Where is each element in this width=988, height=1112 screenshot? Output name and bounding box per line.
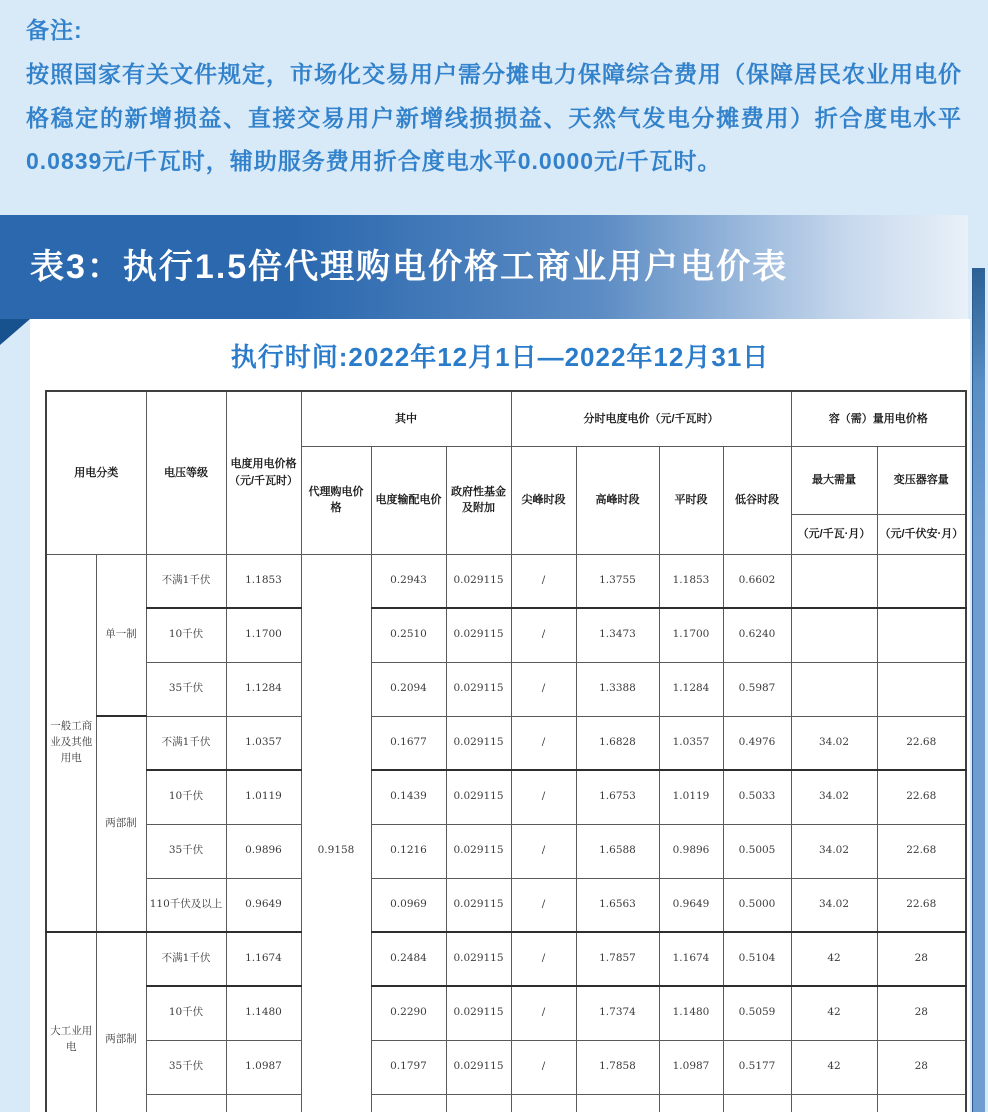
header-sharp-peak: 尖峰时段 bbox=[511, 446, 576, 554]
cell-voltage: 35千伏 bbox=[146, 1040, 226, 1094]
cell-demand bbox=[791, 662, 877, 716]
cell-capacity: 28 bbox=[877, 1040, 966, 1094]
cell-price: 1.0357 bbox=[226, 716, 301, 770]
cell-demand: 34.02 bbox=[791, 716, 877, 770]
cell-valley: 0.5033 bbox=[723, 770, 791, 824]
cell-voltage: 不满1千伏 bbox=[146, 716, 226, 770]
header-agency-price: 代理购电价格 bbox=[301, 446, 371, 554]
cell-peak: 1.7374 bbox=[576, 986, 659, 1040]
cell-valley: 0.6602 bbox=[723, 554, 791, 608]
cell-peak: 1.3388 bbox=[576, 662, 659, 716]
table-row bbox=[46, 1040, 966, 1094]
cell-valley: 0.6240 bbox=[723, 608, 791, 662]
cell-valley: 0.4976 bbox=[723, 716, 791, 770]
cell-demand: 42 bbox=[791, 986, 877, 1040]
cell-valley: 0.5177 bbox=[723, 1040, 791, 1094]
right-accent-bar bbox=[972, 268, 985, 1112]
cell-sharp: / bbox=[511, 824, 576, 878]
cell-sharp: / bbox=[511, 932, 576, 986]
cell-flat: 0.9896 bbox=[659, 824, 723, 878]
cell-demand bbox=[791, 554, 877, 608]
table3-banner bbox=[0, 215, 968, 319]
cell-fund: 0.029115 bbox=[446, 986, 511, 1040]
cell-sharp: / bbox=[511, 662, 576, 716]
ribbon-fold-icon bbox=[0, 319, 30, 345]
header-max-demand-unit: （元/千瓦·月） bbox=[791, 514, 877, 554]
cell-price: 1.1284 bbox=[226, 662, 301, 716]
cell-sharp: / bbox=[511, 608, 576, 662]
cell-capacity bbox=[877, 608, 966, 662]
cell-trans: 0.2290 bbox=[371, 986, 446, 1040]
cell-voltage bbox=[146, 1094, 226, 1112]
cell-fund: 0.029115 bbox=[446, 554, 511, 608]
cell-voltage: 110千伏及以上 bbox=[146, 878, 226, 932]
remark-section bbox=[0, 0, 988, 184]
page-title: 表3：执行1.5倍代理购电价格工商业用户电价表 bbox=[30, 248, 789, 286]
execution-period: 执行时间:2022年12月1日—2022年12月31日 bbox=[230, 342, 770, 372]
cell-sharp: / bbox=[511, 1040, 576, 1094]
header-tou-price: 分时电度电价（元/千瓦时） bbox=[511, 391, 791, 446]
cell-fund bbox=[446, 1094, 511, 1112]
cell-peak: 1.6588 bbox=[576, 824, 659, 878]
cell-trans: 0.1439 bbox=[371, 770, 446, 824]
cell-voltage: 10千伏 bbox=[146, 608, 226, 662]
group-general-commerce: 一般工商业及其他用电 bbox=[46, 554, 96, 932]
cell-capacity: 22.68 bbox=[877, 878, 966, 932]
cell-agency-price: 0.9158 bbox=[301, 554, 371, 1112]
header-capacity-price: 容（需）量用电价格 bbox=[791, 391, 966, 446]
cell-sharp: / bbox=[511, 716, 576, 770]
header-flat: 平时段 bbox=[659, 446, 723, 554]
cell-flat: 1.1700 bbox=[659, 608, 723, 662]
header-gov-funds: 政府性基金及附加 bbox=[446, 446, 511, 554]
cell-trans: 0.2510 bbox=[371, 608, 446, 662]
cell-price bbox=[226, 1094, 301, 1112]
cell-flat bbox=[659, 1094, 723, 1112]
cell-valley: 0.5987 bbox=[723, 662, 791, 716]
group-two-part-system-2: 两部制 bbox=[96, 932, 146, 1112]
cell-voltage: 10千伏 bbox=[146, 986, 226, 1040]
table-row bbox=[46, 1094, 966, 1112]
cell-trans: 0.1216 bbox=[371, 824, 446, 878]
cell-flat: 1.1480 bbox=[659, 986, 723, 1040]
cell-trans: 0.1677 bbox=[371, 716, 446, 770]
cell-demand: 34.02 bbox=[791, 770, 877, 824]
cell-demand bbox=[791, 608, 877, 662]
table-row bbox=[46, 878, 966, 932]
cell-valley: 0.5059 bbox=[723, 986, 791, 1040]
cell-peak: 1.7857 bbox=[576, 932, 659, 986]
cell-fund: 0.029115 bbox=[446, 824, 511, 878]
cell-valley: 0.5005 bbox=[723, 824, 791, 878]
header-valley: 低谷时段 bbox=[723, 446, 791, 554]
table-row bbox=[46, 608, 966, 662]
header-usage-class: 用电分类 bbox=[46, 391, 146, 554]
cell-voltage: 35千伏 bbox=[146, 824, 226, 878]
cell-price: 1.1700 bbox=[226, 608, 301, 662]
cell-peak bbox=[576, 1094, 659, 1112]
remark-body: 按照国家有关文件规定，市场化交易用户需分摊电力保障综合费用（保障居民农业用电价格稳定的新增损益、直接交易用户新增线损损益、天然气发电分摊费用）折合度电水平0.0839元/千瓦时，辅助服务费用折合度电水平0.0000元/千瓦时。 bbox=[26, 61, 962, 175]
table-row bbox=[46, 932, 966, 986]
cell-trans: 0.1797 bbox=[371, 1040, 446, 1094]
group-two-part-system: 两部制 bbox=[96, 716, 146, 932]
header-transformer-capacity: 变压器容量 bbox=[877, 446, 966, 514]
cell-flat: 0.9649 bbox=[659, 878, 723, 932]
table-row bbox=[46, 824, 966, 878]
cell-sharp: / bbox=[511, 878, 576, 932]
cell-valley: 0.5104 bbox=[723, 932, 791, 986]
electricity-price-table bbox=[45, 390, 967, 1112]
header-among-which: 其中 bbox=[301, 391, 511, 446]
cell-valley bbox=[723, 1094, 791, 1112]
remark-label: 备注: bbox=[26, 17, 83, 43]
cell-price: 1.1853 bbox=[226, 554, 301, 608]
cell-capacity bbox=[877, 1094, 966, 1112]
cell-price: 1.1480 bbox=[226, 986, 301, 1040]
table-row bbox=[46, 770, 966, 824]
cell-flat: 1.1674 bbox=[659, 932, 723, 986]
table-row bbox=[46, 986, 966, 1040]
cell-demand: 42 bbox=[791, 1040, 877, 1094]
cell-flat: 1.1853 bbox=[659, 554, 723, 608]
cell-peak: 1.6563 bbox=[576, 878, 659, 932]
cell-flat: 1.1284 bbox=[659, 662, 723, 716]
cell-price: 0.9649 bbox=[226, 878, 301, 932]
cell-demand bbox=[791, 1094, 877, 1112]
header-transformer-unit: （元/千伏安·月） bbox=[877, 514, 966, 554]
cell-trans: 0.2094 bbox=[371, 662, 446, 716]
cell-fund: 0.029115 bbox=[446, 878, 511, 932]
cell-peak: 1.6753 bbox=[576, 770, 659, 824]
cell-capacity: 28 bbox=[877, 932, 966, 986]
table-row bbox=[46, 716, 966, 770]
cell-sharp bbox=[511, 1094, 576, 1112]
cell-capacity bbox=[877, 662, 966, 716]
cell-peak: 1.3473 bbox=[576, 608, 659, 662]
cell-price: 1.0987 bbox=[226, 1040, 301, 1094]
cell-capacity: 22.68 bbox=[877, 824, 966, 878]
cell-capacity bbox=[877, 554, 966, 608]
cell-price: 1.0119 bbox=[226, 770, 301, 824]
group-large-industry: 大工业用电 bbox=[46, 932, 96, 1112]
cell-peak: 1.6828 bbox=[576, 716, 659, 770]
cell-flat: 1.0987 bbox=[659, 1040, 723, 1094]
table-row bbox=[46, 662, 966, 716]
cell-demand: 42 bbox=[791, 932, 877, 986]
cell-sharp: / bbox=[511, 770, 576, 824]
header-voltage-level: 电压等级 bbox=[146, 391, 226, 554]
cell-voltage: 不满1千伏 bbox=[146, 932, 226, 986]
cell-fund: 0.029115 bbox=[446, 608, 511, 662]
cell-fund: 0.029115 bbox=[446, 1040, 511, 1094]
cell-sharp: / bbox=[511, 986, 576, 1040]
cell-demand: 34.02 bbox=[791, 824, 877, 878]
content-card bbox=[30, 319, 970, 1112]
cell-price: 1.1674 bbox=[226, 932, 301, 986]
cell-voltage: 不满1千伏 bbox=[146, 554, 226, 608]
header-energy-price: 电度用电价格（元/千瓦时） bbox=[226, 391, 301, 554]
cell-peak: 1.3755 bbox=[576, 554, 659, 608]
cell-trans: 0.2943 bbox=[371, 554, 446, 608]
cell-flat: 1.0119 bbox=[659, 770, 723, 824]
cell-capacity: 22.68 bbox=[877, 770, 966, 824]
header-max-demand: 最大需量 bbox=[791, 446, 877, 514]
cell-trans: 0.0969 bbox=[371, 878, 446, 932]
cell-peak: 1.7858 bbox=[576, 1040, 659, 1094]
cell-trans bbox=[371, 1094, 446, 1112]
cell-sharp: / bbox=[511, 554, 576, 608]
cell-capacity: 28 bbox=[877, 986, 966, 1040]
cell-fund: 0.029115 bbox=[446, 716, 511, 770]
header-transmission-price: 电度输配电价 bbox=[371, 446, 446, 554]
group-single-system: 单一制 bbox=[96, 554, 146, 716]
cell-fund: 0.029115 bbox=[446, 770, 511, 824]
cell-fund: 0.029115 bbox=[446, 932, 511, 986]
table-row bbox=[46, 554, 966, 608]
cell-valley: 0.5000 bbox=[723, 878, 791, 932]
cell-fund: 0.029115 bbox=[446, 662, 511, 716]
cell-trans: 0.2484 bbox=[371, 932, 446, 986]
cell-flat: 1.0357 bbox=[659, 716, 723, 770]
header-peak: 高峰时段 bbox=[576, 446, 659, 554]
cell-price: 0.9896 bbox=[226, 824, 301, 878]
cell-voltage: 35千伏 bbox=[146, 662, 226, 716]
cell-demand: 34.02 bbox=[791, 878, 877, 932]
cell-capacity: 22.68 bbox=[877, 716, 966, 770]
cell-voltage: 10千伏 bbox=[146, 770, 226, 824]
